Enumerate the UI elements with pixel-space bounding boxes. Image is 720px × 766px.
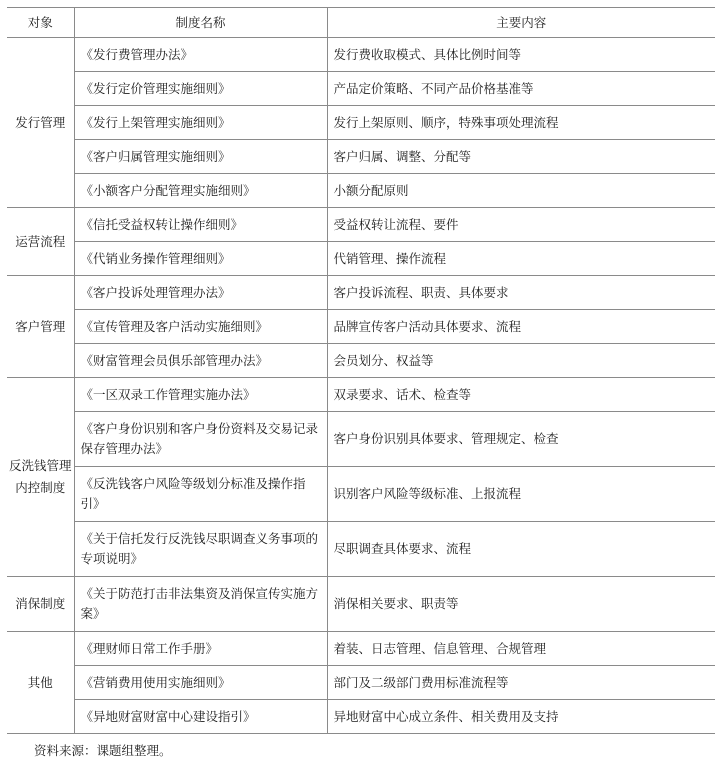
policy-content: 受益权转让流程、要件 [327,208,715,242]
policy-content: 部门及二级部门费用标准流程等 [327,666,715,700]
policy-name: 《理财师日常工作手册》 [74,632,327,666]
policy-name: 《关于信托发行反洗钱尽职调查义务事项的专项说明》 [74,522,327,577]
header-name: 制度名称 [74,8,327,38]
table-row [7,310,715,344]
table-row [7,467,715,522]
policy-name: 《代销业务操作管理细则》 [74,242,327,276]
table-row [7,700,715,734]
policy-content: 识别客户风险等级标准、上报流程 [327,467,715,522]
policy-content: 发行上架原则、顺序，特殊事项处理流程 [327,106,715,140]
policy-content: 消保相关要求、职责等 [327,577,715,632]
policy-content: 客户投诉流程、职责、具体要求 [327,276,715,310]
policy-name: 《营销费用使用实施细则》 [74,666,327,700]
table-row [7,72,715,106]
policy-name: 《客户身份识别和客户身份资料及交易记录保存管理办法》 [74,412,327,467]
table-row [7,106,715,140]
table-row [7,276,715,310]
policy-name: 《异地财富财富中心建设指引》 [74,700,327,734]
policy-name: 《客户投诉处理管理办法》 [74,276,327,310]
source-note: 资料来源：课题组整理。 [34,743,172,758]
policy-name: 《关于防范打击非法集资及消保宣传实施方案》 [74,577,327,632]
policy-content: 品牌宣传客户活动具体要求、流程 [327,310,715,344]
table-row [7,378,715,412]
table-row [7,242,715,276]
table-row [7,38,715,72]
policy-name: 《发行定价管理实施细则》 [74,72,327,106]
header-content: 主要内容 [327,8,715,38]
policy-content: 代销管理、操作流程 [327,242,715,276]
policy-content: 尽职调查具体要求、流程 [327,522,715,577]
policy-name: 《发行上架管理实施细则》 [74,106,327,140]
policy-content: 会员划分、权益等 [327,344,715,378]
policy-name: 《反洗钱客户风险等级划分标准及操作指引》 [74,467,327,522]
policy-name: 《一区双录工作管理实施办法》 [74,378,327,412]
category-cell: 反洗钱管理内控制度 [7,378,74,577]
policy-content: 产品定价策略、不同产品价格基准等 [327,72,715,106]
policy-name: 《宣传管理及客户活动实施细则》 [74,310,327,344]
policy-name: 《发行费管理办法》 [74,38,327,72]
table-row [7,412,715,467]
table-row [7,140,715,174]
table-row [7,174,715,208]
table-row [7,522,715,577]
institution-table [7,7,715,734]
policy-content: 双录要求、话术、检查等 [327,378,715,412]
category-cell: 客户管理 [7,276,74,378]
table-row [7,632,715,666]
policy-name: 《小额客户分配管理实施细则》 [74,174,327,208]
category-cell: 消保制度 [7,577,74,632]
header-object: 对象 [7,8,74,38]
policy-content: 着装、日志管理、信息管理、合规管理 [327,632,715,666]
policy-content: 小额分配原则 [327,174,715,208]
policy-content: 发行费收取模式、具体比例时间等 [327,38,715,72]
table-row [7,208,715,242]
policy-name: 《信托受益权转让操作细则》 [74,208,327,242]
policy-name: 《财富管理会员俱乐部管理办法》 [74,344,327,378]
policy-name: 《客户归属管理实施细则》 [74,140,327,174]
table-header-row [7,8,715,38]
policy-content: 客户归属、调整、分配等 [327,140,715,174]
category-cell: 其他 [7,632,74,734]
category-cell: 发行管理 [7,38,74,208]
table-row [7,666,715,700]
table-row [7,577,715,632]
policy-content: 客户身份识别具体要求、管理规定、检查 [327,412,715,467]
policy-content: 异地财富中心成立条件、相关费用及支持 [327,700,715,734]
category-cell: 运营流程 [7,208,74,276]
table-row [7,344,715,378]
